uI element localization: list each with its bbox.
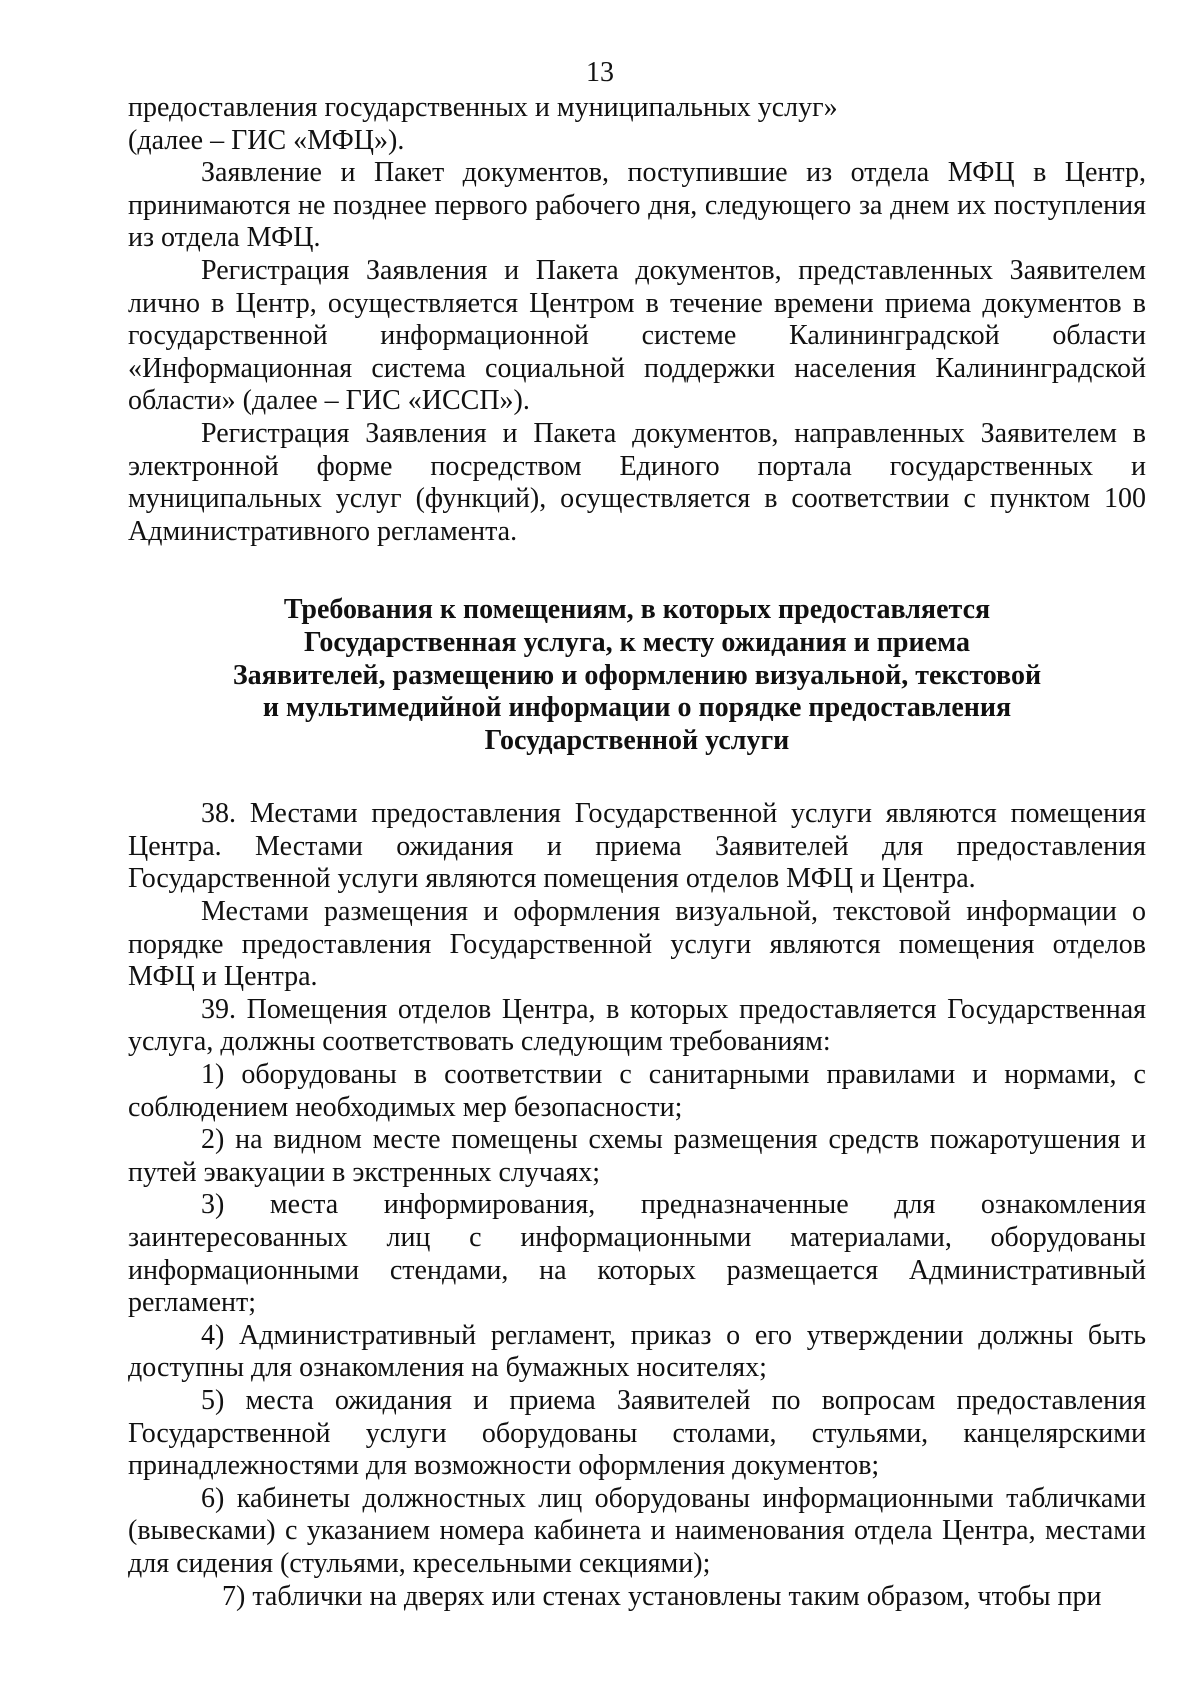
- section-heading-line: и мультимедийной информации о порядке предоставления: [262, 692, 1012, 724]
- section-heading-line: Государственной услуги: [484, 724, 790, 756]
- section-heading-line: Заявителей, размещению и оформлению визуальной, текстовой: [232, 659, 1042, 691]
- section-heading: [128, 594, 1146, 757]
- list-item-7: 7) таблички на дверях или стенах установлены таким образом, чтобы при: [222, 1580, 1102, 1612]
- paragraph-item-38: 38. Местами предоставления Государственной услуги являются помещения Центра. Местами ожидания и приема Заявителей для предоставления Государственной услуги являются помещения отделов МФЦ и Центра.: [128, 798, 1146, 895]
- paragraph-continuation-rest: (далее – ГИС «МФЦ»).: [128, 124, 405, 156]
- list-item-2: 2) на видном месте помещены схемы размещения средств пожаротушения и путей эвакуации в экстренных случаях;: [128, 1124, 1146, 1188]
- document-body: [128, 92, 1146, 1613]
- paragraph-registration-electronic: Регистрация Заявления и Пакета документов, направленных Заявителем в электронной форме посредством Единого портала государственных и муниципальных услуг (функций), осуществляется в соответствии с пунктом 100 Административного регламента.: [128, 417, 1146, 547]
- paragraph-item-39: 39. Помещения отделов Центра, в которых предоставляется Государственная услуга, должны соответствовать следующим требованиям:: [128, 993, 1146, 1058]
- list-item-5: 5) места ожидания и приема Заявителей по вопросам предоставления Государственной услуги оборудованы столами, стульями, канцелярскими принадлежностями для возможности оформления документов;: [128, 1384, 1146, 1482]
- page-number: 13: [586, 57, 614, 88]
- paragraph-info-placement: Местами размещения и оформления визуальной, текстовой информации о порядке предоставления Государственной услуги являются помещения отделов МФЦ и Центра.: [128, 896, 1146, 993]
- section-heading-line: Государственная услуга, к месту ожидания и приема: [304, 626, 970, 658]
- paragraph-application-acceptance: Заявление и Пакет документов, поступившие из отдела МФЦ в Центр, принимаются не позднее первого рабочего дня, следующего за днем их поступления из отдела МФЦ.: [128, 157, 1146, 254]
- paragraph-registration-in-person: Регистрация Заявления и Пакета документов, представленных Заявителем лично в Центр, осуществляется Центром в течение времени приема документов в государственной информационной системе Калининградской области «Информационная система социальной поддержки населения Калининградской области» (далее – ГИС «ИССП»).: [128, 254, 1146, 417]
- paragraph-continuation-first-line: предоставления государственных и муниципальных услуг»: [128, 92, 838, 123]
- list-item-6: 6) кабинеты должностных лиц оборудованы информационными табличками (вывесками) с указанием номера кабинета и наименования отдела Центра, местами для сидения (стульями, кресельными секциями);: [128, 1482, 1146, 1579]
- list-item-3: 3) места информирования, предназначенные для ознакомления заинтересованных лиц с информационными материалами, оборудованы информационными стендами, на которых размещается Административный регламент;: [128, 1189, 1146, 1319]
- list-item-1: 1) оборудованы в соответствии с санитарными правилами и нормами, с соблюдением необходимых мер безопасности;: [128, 1059, 1146, 1123]
- list-item-4: 4) Административный регламент, приказ о его утверждении должны быть доступны для ознакомления на бумажных носителях;: [128, 1319, 1146, 1384]
- section-heading-line: Требования к помещениям, в которых предоставляется: [283, 594, 991, 626]
